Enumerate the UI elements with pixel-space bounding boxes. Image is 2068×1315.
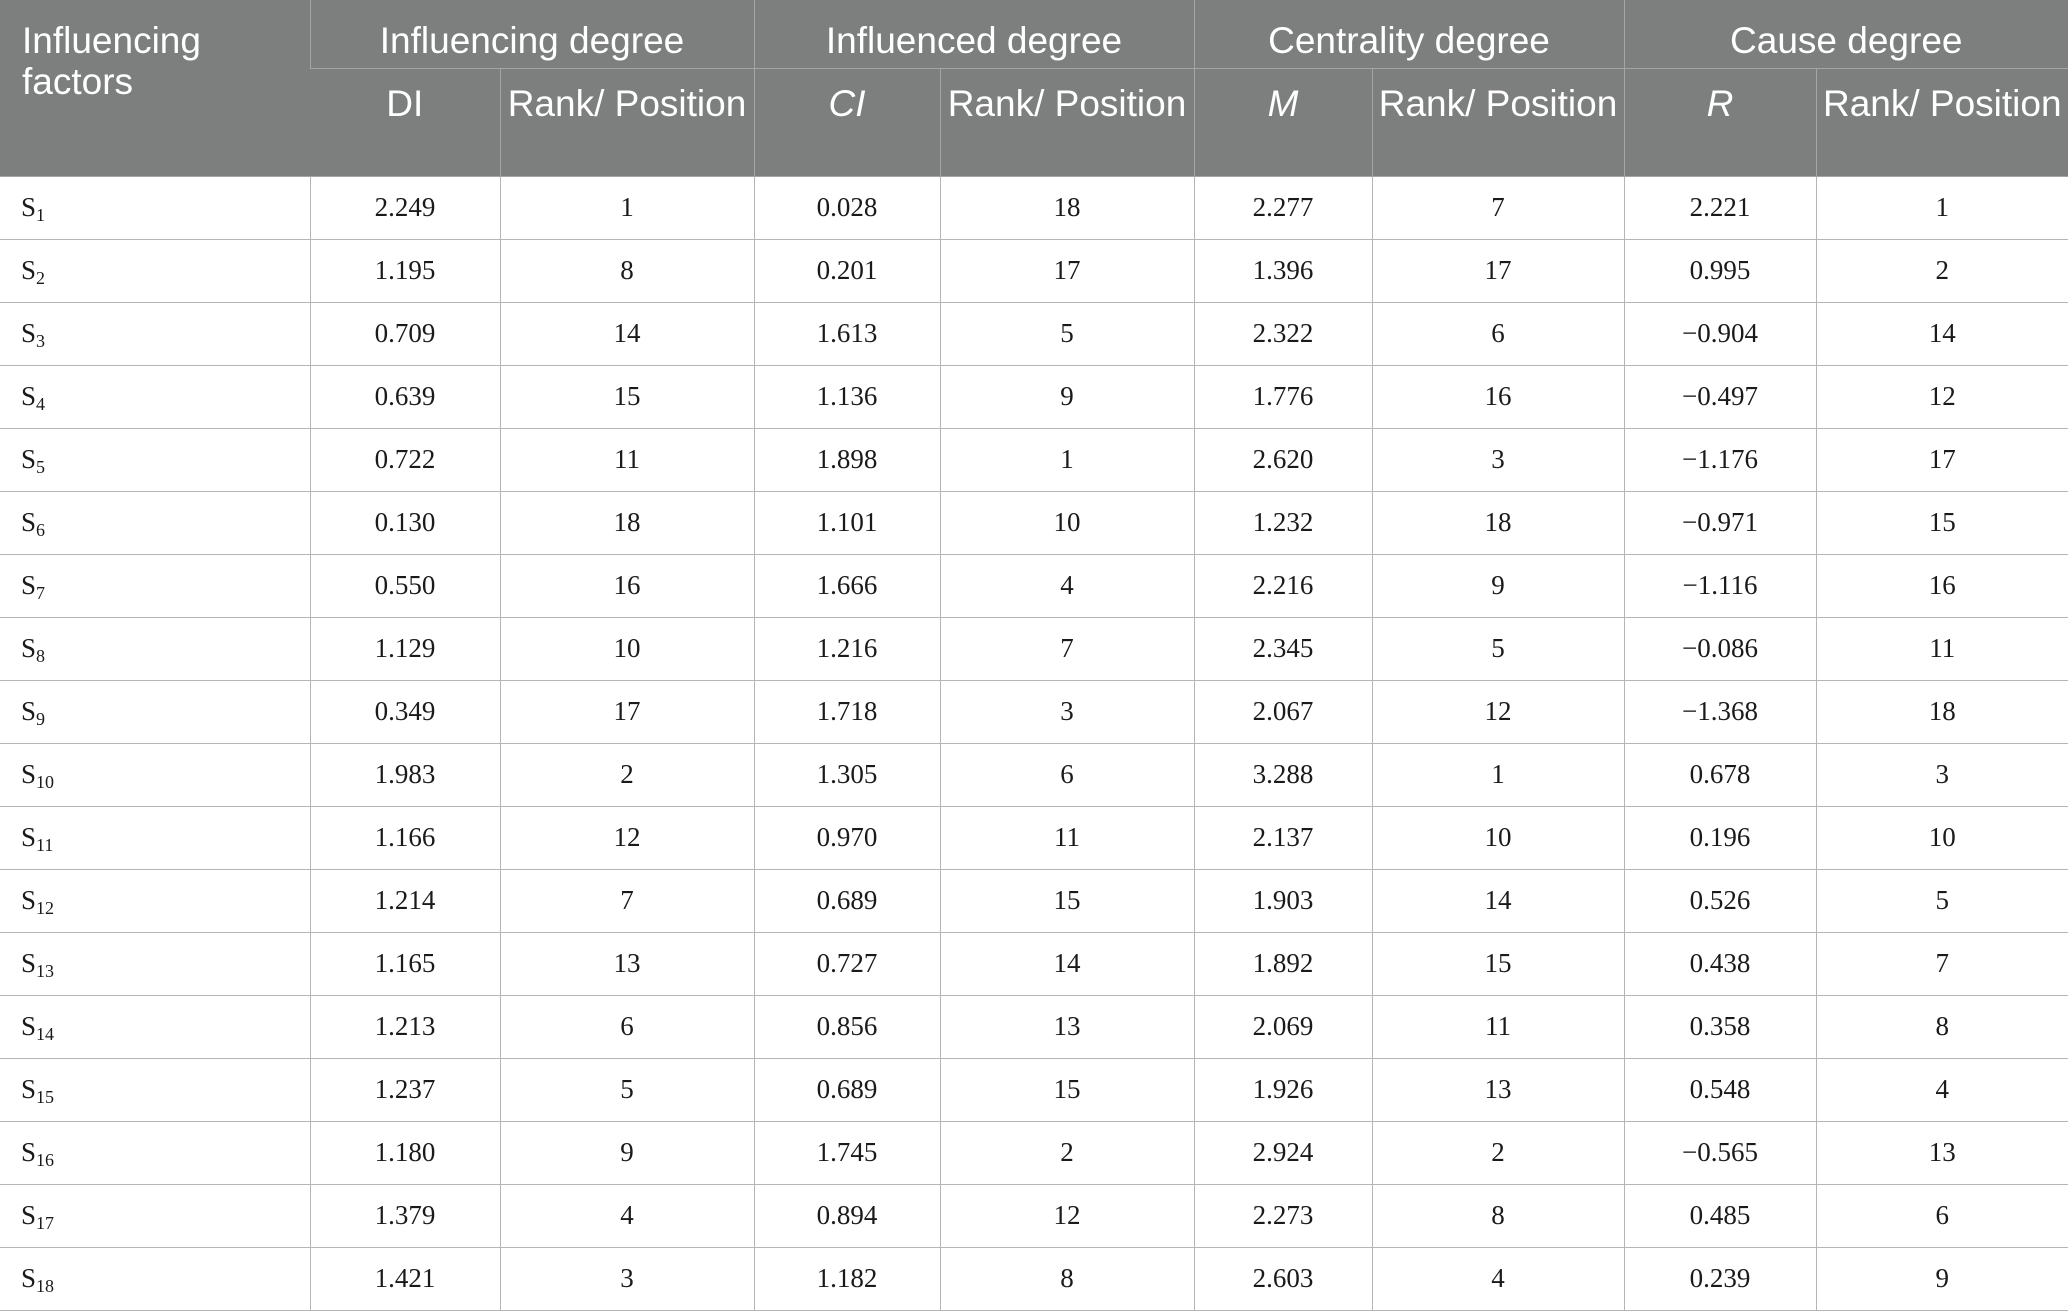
factor-subscript: 3 (36, 331, 46, 351)
cell-di-rank: 18 (500, 491, 754, 554)
table-row (0, 1121, 2068, 1184)
cell-r-value: 0.358 (1624, 995, 1816, 1058)
cell-r-value: −1.176 (1624, 428, 1816, 491)
factor-subscript: 16 (36, 1150, 55, 1170)
cell-r-value: 0.485 (1624, 1184, 1816, 1247)
factor-symbol: S (21, 192, 37, 222)
cell-di-rank: 12 (500, 806, 754, 869)
factor-label (0, 239, 310, 302)
header-row-subcolumns (0, 68, 2068, 176)
factor-subscript: 9 (36, 709, 46, 729)
cell-r-value: 0.438 (1624, 932, 1816, 995)
cell-di-rank: 14 (500, 302, 754, 365)
factor-symbol: S (21, 633, 37, 663)
cell-m-value: 1.232 (1194, 491, 1372, 554)
cell-m-value: 2.603 (1194, 1247, 1372, 1310)
table-header (0, 0, 2068, 176)
cell-m-value: 1.903 (1194, 869, 1372, 932)
cell-r-rank: 10 (1816, 806, 2068, 869)
factor-symbol: S (21, 444, 37, 474)
cell-r-rank: 16 (1816, 554, 2068, 617)
cell-di-value: 1.165 (310, 932, 500, 995)
cell-ci-rank: 12 (940, 1184, 1194, 1247)
cell-ci-value: 0.201 (754, 239, 940, 302)
factor-label (0, 428, 310, 491)
cell-di-value: 0.349 (310, 680, 500, 743)
cell-ci-value: 1.666 (754, 554, 940, 617)
factor-subscript: 11 (36, 835, 54, 855)
cell-m-rank: 15 (1372, 932, 1624, 995)
cell-r-value: 0.995 (1624, 239, 1816, 302)
cell-di-value: 0.709 (310, 302, 500, 365)
factor-label (0, 743, 310, 806)
table-row (0, 806, 2068, 869)
cell-r-rank: 8 (1816, 995, 2068, 1058)
factor-symbol: S (21, 1074, 37, 1104)
cell-di-rank: 11 (500, 428, 754, 491)
cell-ci-rank: 4 (940, 554, 1194, 617)
factor-label (0, 680, 310, 743)
cell-di-value: 1.214 (310, 869, 500, 932)
cell-m-rank: 11 (1372, 995, 1624, 1058)
cell-m-value: 2.322 (1194, 302, 1372, 365)
cell-m-rank: 5 (1372, 617, 1624, 680)
cell-r-rank: 13 (1816, 1121, 2068, 1184)
cell-r-value: −0.086 (1624, 617, 1816, 680)
factor-label (0, 302, 310, 365)
factor-label (0, 932, 310, 995)
header-m: M (1194, 68, 1372, 176)
table-row (0, 869, 2068, 932)
header-rank-ci: Rank/ Position (940, 68, 1194, 176)
cell-ci-rank: 6 (940, 743, 1194, 806)
cell-ci-value: 1.136 (754, 365, 940, 428)
table-row (0, 1247, 2068, 1310)
cell-m-rank: 16 (1372, 365, 1624, 428)
cell-ci-value: 1.305 (754, 743, 940, 806)
cell-ci-rank: 7 (940, 617, 1194, 680)
cell-di-value: 1.237 (310, 1058, 500, 1121)
cell-ci-rank: 11 (940, 806, 1194, 869)
table-row (0, 239, 2068, 302)
factor-symbol: S (21, 1137, 37, 1167)
factor-subscript: 14 (36, 1024, 55, 1044)
cell-m-rank: 10 (1372, 806, 1624, 869)
cell-r-rank: 17 (1816, 428, 2068, 491)
cell-di-value: 0.130 (310, 491, 500, 554)
cell-ci-rank: 3 (940, 680, 1194, 743)
cell-ci-rank: 5 (940, 302, 1194, 365)
cell-di-rank: 15 (500, 365, 754, 428)
factor-symbol: S (21, 696, 37, 726)
cell-ci-rank: 1 (940, 428, 1194, 491)
factor-label (0, 554, 310, 617)
cell-r-rank: 3 (1816, 743, 2068, 806)
header-r: R (1624, 68, 1816, 176)
factor-symbol: S (21, 570, 37, 600)
cell-di-rank: 17 (500, 680, 754, 743)
header-rank-r: Rank/ Position (1816, 68, 2068, 176)
header-influencing-factors: Influencing factors (0, 0, 310, 176)
cell-m-rank: 12 (1372, 680, 1624, 743)
cell-m-value: 2.277 (1194, 176, 1372, 239)
cell-di-value: 0.639 (310, 365, 500, 428)
factor-symbol: S (21, 948, 37, 978)
cell-m-rank: 2 (1372, 1121, 1624, 1184)
header-di: DI (310, 68, 500, 176)
factor-label (0, 869, 310, 932)
factor-label (0, 1247, 310, 1310)
cell-m-rank: 7 (1372, 176, 1624, 239)
header-influencing-degree: Influencing degree (310, 0, 754, 68)
cell-ci-value: 0.856 (754, 995, 940, 1058)
cell-r-value: −0.497 (1624, 365, 1816, 428)
table-body (0, 176, 2068, 1310)
cell-ci-rank: 15 (940, 1058, 1194, 1121)
factor-subscript: 8 (36, 646, 46, 666)
header-row-groups (0, 0, 2068, 68)
factor-subscript: 18 (36, 1276, 55, 1296)
header-ci: CI (754, 68, 940, 176)
table-row (0, 302, 2068, 365)
cell-ci-value: 0.894 (754, 1184, 940, 1247)
factor-symbol: S (21, 507, 37, 537)
factor-subscript: 6 (36, 520, 46, 540)
cell-di-value: 1.379 (310, 1184, 500, 1247)
cell-di-rank: 7 (500, 869, 754, 932)
cell-di-rank: 3 (500, 1247, 754, 1310)
cell-ci-value: 1.101 (754, 491, 940, 554)
cell-m-rank: 3 (1372, 428, 1624, 491)
factor-symbol: S (21, 381, 37, 411)
table-row (0, 365, 2068, 428)
table-row (0, 995, 2068, 1058)
cell-r-rank: 9 (1816, 1247, 2068, 1310)
cell-r-value: 2.221 (1624, 176, 1816, 239)
factor-subscript: 5 (36, 457, 46, 477)
cell-ci-rank: 9 (940, 365, 1194, 428)
cell-r-rank: 15 (1816, 491, 2068, 554)
cell-r-rank: 1 (1816, 176, 2068, 239)
factor-symbol: S (21, 759, 37, 789)
cell-r-rank: 5 (1816, 869, 2068, 932)
cell-di-value: 1.195 (310, 239, 500, 302)
cell-ci-rank: 15 (940, 869, 1194, 932)
factor-subscript: 12 (36, 898, 55, 918)
cell-ci-rank: 17 (940, 239, 1194, 302)
cell-di-value: 2.249 (310, 176, 500, 239)
cell-ci-value: 1.182 (754, 1247, 940, 1310)
cell-m-rank: 8 (1372, 1184, 1624, 1247)
factor-symbol: S (21, 885, 37, 915)
table-row (0, 932, 2068, 995)
cell-ci-value: 1.216 (754, 617, 940, 680)
cell-m-value: 2.137 (1194, 806, 1372, 869)
cell-m-value: 1.892 (1194, 932, 1372, 995)
cell-m-value: 2.067 (1194, 680, 1372, 743)
factor-subscript: 15 (36, 1087, 55, 1107)
table-row (0, 428, 2068, 491)
cell-m-value: 2.924 (1194, 1121, 1372, 1184)
cell-r-value: −0.565 (1624, 1121, 1816, 1184)
factor-label (0, 806, 310, 869)
cell-m-value: 1.396 (1194, 239, 1372, 302)
cell-m-rank: 1 (1372, 743, 1624, 806)
cell-ci-value: 0.028 (754, 176, 940, 239)
header-cause-degree: Cause degree (1624, 0, 2068, 68)
cell-di-value: 1.166 (310, 806, 500, 869)
cell-di-rank: 8 (500, 239, 754, 302)
cell-m-value: 2.345 (1194, 617, 1372, 680)
cell-r-rank: 6 (1816, 1184, 2068, 1247)
factor-symbol: S (21, 255, 37, 285)
cell-r-rank: 4 (1816, 1058, 2068, 1121)
factor-subscript: 10 (36, 772, 55, 792)
cell-m-rank: 14 (1372, 869, 1624, 932)
factor-subscript: 2 (36, 268, 46, 288)
cell-di-rank: 10 (500, 617, 754, 680)
factor-label (0, 1058, 310, 1121)
factor-subscript: 4 (36, 394, 46, 414)
cell-di-rank: 4 (500, 1184, 754, 1247)
table-row (0, 743, 2068, 806)
table-row (0, 680, 2068, 743)
table-row (0, 554, 2068, 617)
cell-ci-value: 0.970 (754, 806, 940, 869)
cell-di-value: 1.983 (310, 743, 500, 806)
cell-di-rank: 9 (500, 1121, 754, 1184)
cell-r-value: −0.904 (1624, 302, 1816, 365)
factor-subscript: 7 (36, 583, 46, 603)
cell-r-value: 0.239 (1624, 1247, 1816, 1310)
cell-ci-value: 1.613 (754, 302, 940, 365)
header-centrality-degree: Centrality degree (1194, 0, 1624, 68)
table-row (0, 1058, 2068, 1121)
cell-r-value: 0.526 (1624, 869, 1816, 932)
factor-symbol: S (21, 1200, 37, 1230)
factor-symbol: S (21, 822, 37, 852)
cell-m-rank: 17 (1372, 239, 1624, 302)
table-row (0, 617, 2068, 680)
table-row (0, 176, 2068, 239)
cell-r-rank: 2 (1816, 239, 2068, 302)
cell-ci-rank: 10 (940, 491, 1194, 554)
cell-ci-value: 1.718 (754, 680, 940, 743)
cell-ci-rank: 18 (940, 176, 1194, 239)
header-influenced-degree: Influenced degree (754, 0, 1194, 68)
cell-di-rank: 13 (500, 932, 754, 995)
factor-label (0, 365, 310, 428)
cell-ci-rank: 8 (940, 1247, 1194, 1310)
header-rank-m: Rank/ Position (1372, 68, 1624, 176)
factor-subscript: 1 (36, 205, 46, 225)
cell-di-rank: 1 (500, 176, 754, 239)
cell-di-rank: 6 (500, 995, 754, 1058)
cell-m-value: 2.216 (1194, 554, 1372, 617)
cell-r-rank: 11 (1816, 617, 2068, 680)
cell-r-value: 0.548 (1624, 1058, 1816, 1121)
cell-ci-value: 1.745 (754, 1121, 940, 1184)
cell-ci-rank: 13 (940, 995, 1194, 1058)
cell-ci-rank: 2 (940, 1121, 1194, 1184)
cell-r-rank: 7 (1816, 932, 2068, 995)
cell-ci-value: 0.689 (754, 869, 940, 932)
header-rank-di: Rank/ Position (500, 68, 754, 176)
cell-m-value: 3.288 (1194, 743, 1372, 806)
cell-m-rank: 6 (1372, 302, 1624, 365)
factor-label (0, 1184, 310, 1247)
cell-r-value: −1.116 (1624, 554, 1816, 617)
cell-di-value: 0.550 (310, 554, 500, 617)
cell-di-rank: 2 (500, 743, 754, 806)
factor-label (0, 617, 310, 680)
cell-di-value: 1.129 (310, 617, 500, 680)
cell-m-rank: 13 (1372, 1058, 1624, 1121)
cell-m-value: 1.926 (1194, 1058, 1372, 1121)
cell-di-rank: 5 (500, 1058, 754, 1121)
factor-label (0, 1121, 310, 1184)
factor-subscript: 13 (36, 961, 55, 981)
cell-m-value: 2.069 (1194, 995, 1372, 1058)
factor-label (0, 176, 310, 239)
cell-r-rank: 18 (1816, 680, 2068, 743)
cell-di-value: 1.421 (310, 1247, 500, 1310)
cell-di-value: 1.180 (310, 1121, 500, 1184)
cell-ci-value: 0.727 (754, 932, 940, 995)
table-row (0, 1184, 2068, 1247)
table-row (0, 491, 2068, 554)
cell-di-rank: 16 (500, 554, 754, 617)
cell-m-rank: 9 (1372, 554, 1624, 617)
cell-m-rank: 18 (1372, 491, 1624, 554)
cell-ci-rank: 14 (940, 932, 1194, 995)
factor-label (0, 491, 310, 554)
factor-subscript: 17 (36, 1213, 55, 1233)
cell-m-value: 2.620 (1194, 428, 1372, 491)
cell-m-rank: 4 (1372, 1247, 1624, 1310)
cell-r-rank: 14 (1816, 302, 2068, 365)
factor-symbol: S (21, 1263, 37, 1293)
factor-symbol: S (21, 1011, 37, 1041)
cell-di-value: 0.722 (310, 428, 500, 491)
cell-di-value: 1.213 (310, 995, 500, 1058)
cell-r-value: 0.196 (1624, 806, 1816, 869)
cell-r-value: −1.368 (1624, 680, 1816, 743)
cell-ci-value: 0.689 (754, 1058, 940, 1121)
factor-label (0, 995, 310, 1058)
cell-r-value: −0.971 (1624, 491, 1816, 554)
cell-ci-value: 1.898 (754, 428, 940, 491)
cell-m-value: 1.776 (1194, 365, 1372, 428)
cell-r-value: 0.678 (1624, 743, 1816, 806)
cell-r-rank: 12 (1816, 365, 2068, 428)
cell-m-value: 2.273 (1194, 1184, 1372, 1247)
factor-symbol: S (21, 318, 37, 348)
